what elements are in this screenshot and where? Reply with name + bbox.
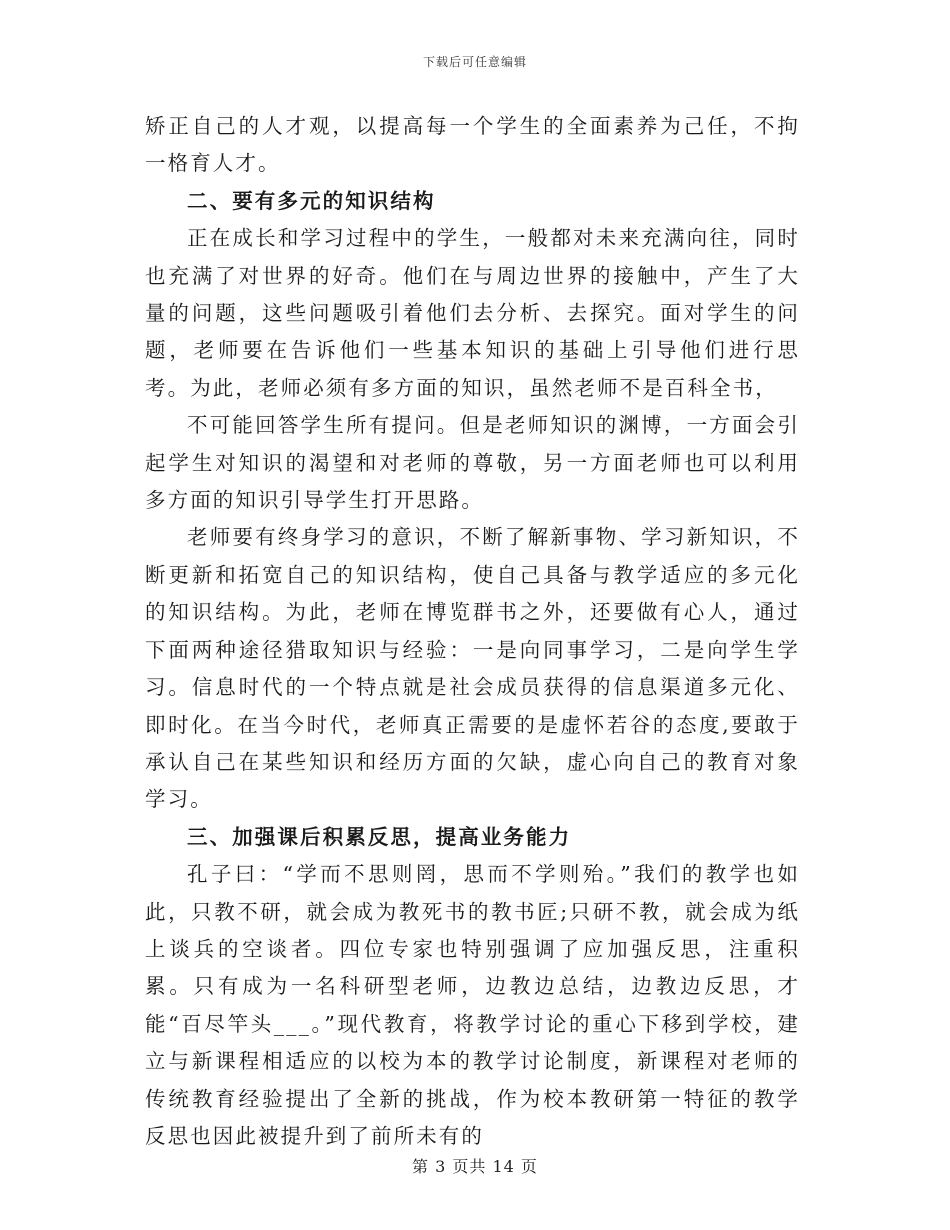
paragraph: 正在成长和学习过程中的学生，一般都对未来充满向往，同时也充满了对世界的好奇。他们在与周边世界的接触中，产生了大量的问题，这些问题吸引着他们去分析、去探究。面对学生的问题，老师要在告诉他们一些基本知识的基础上引导他们进行思考。为此，老师必须有多方面的知识，虽然老师不是百科全书， — [145, 226, 800, 400]
paragraph: 不可能回答学生所有提问。但是老师知识的渊博，一方面会引起学生对知识的渴望和对老师的尊敬，另一方面老师也可以利用多方面的知识引导学生打开思路。 — [145, 413, 800, 513]
page-number: 第 3 页共 14 页 — [412, 1157, 538, 1176]
paragraph-continuation: 矫正自己的人才观，以提高每一个学生的全面素养为己任，不拘一格育人才。 — [145, 114, 800, 176]
section-heading-3: 三、加强课后积累反思，提高业务能力 — [187, 824, 572, 849]
page-header: 下载后可任意编辑 — [422, 55, 527, 69]
paragraph: 老师要有终身学习的意识，不断了解新事物、学习新知识，不断更新和拓宽自己的知识结构，使自己具备与教学适应的多元化的知识结构。为此，老师在博览群书之外，还要做有心人，通过下面两种途径猎取知识与经验：一是向同事学习，二是向学生学习。信息时代的一个特点就是社会成员获得的信息渠道多元化、即时化。在当今时代，老师真正需要的是虚怀若谷的态度,要敢于承认自己在某些知识和经历方面的欠缺，虚心向自己的教育对象学习。 — [145, 525, 800, 812]
document-body — [145, 108, 800, 1155]
section-heading-2: 二、要有多元的知识结构 — [187, 188, 436, 213]
paragraph: 孔子曰：“学而不思则罔，思而不学则殆。”我们的教学也如此，只教不研，就会成为教死书的教书匠;只研不教，就会成为纸上谈兵的空谈者。四位专家也特别强调了应加强反思，注重积累。只有成为一名科研型老师，边教边总结，边教边反思，才能“百尽竿头___。”现代教育，将教学讨论的重心下移到学校，建立与新课程相适应的以校为本的教学讨论制度，新课程对老师的传统教育经验提出了全新的挑战，作为校本教研第一特征的教学反思也因此被提升到了前所未有的 — [145, 862, 800, 1148]
